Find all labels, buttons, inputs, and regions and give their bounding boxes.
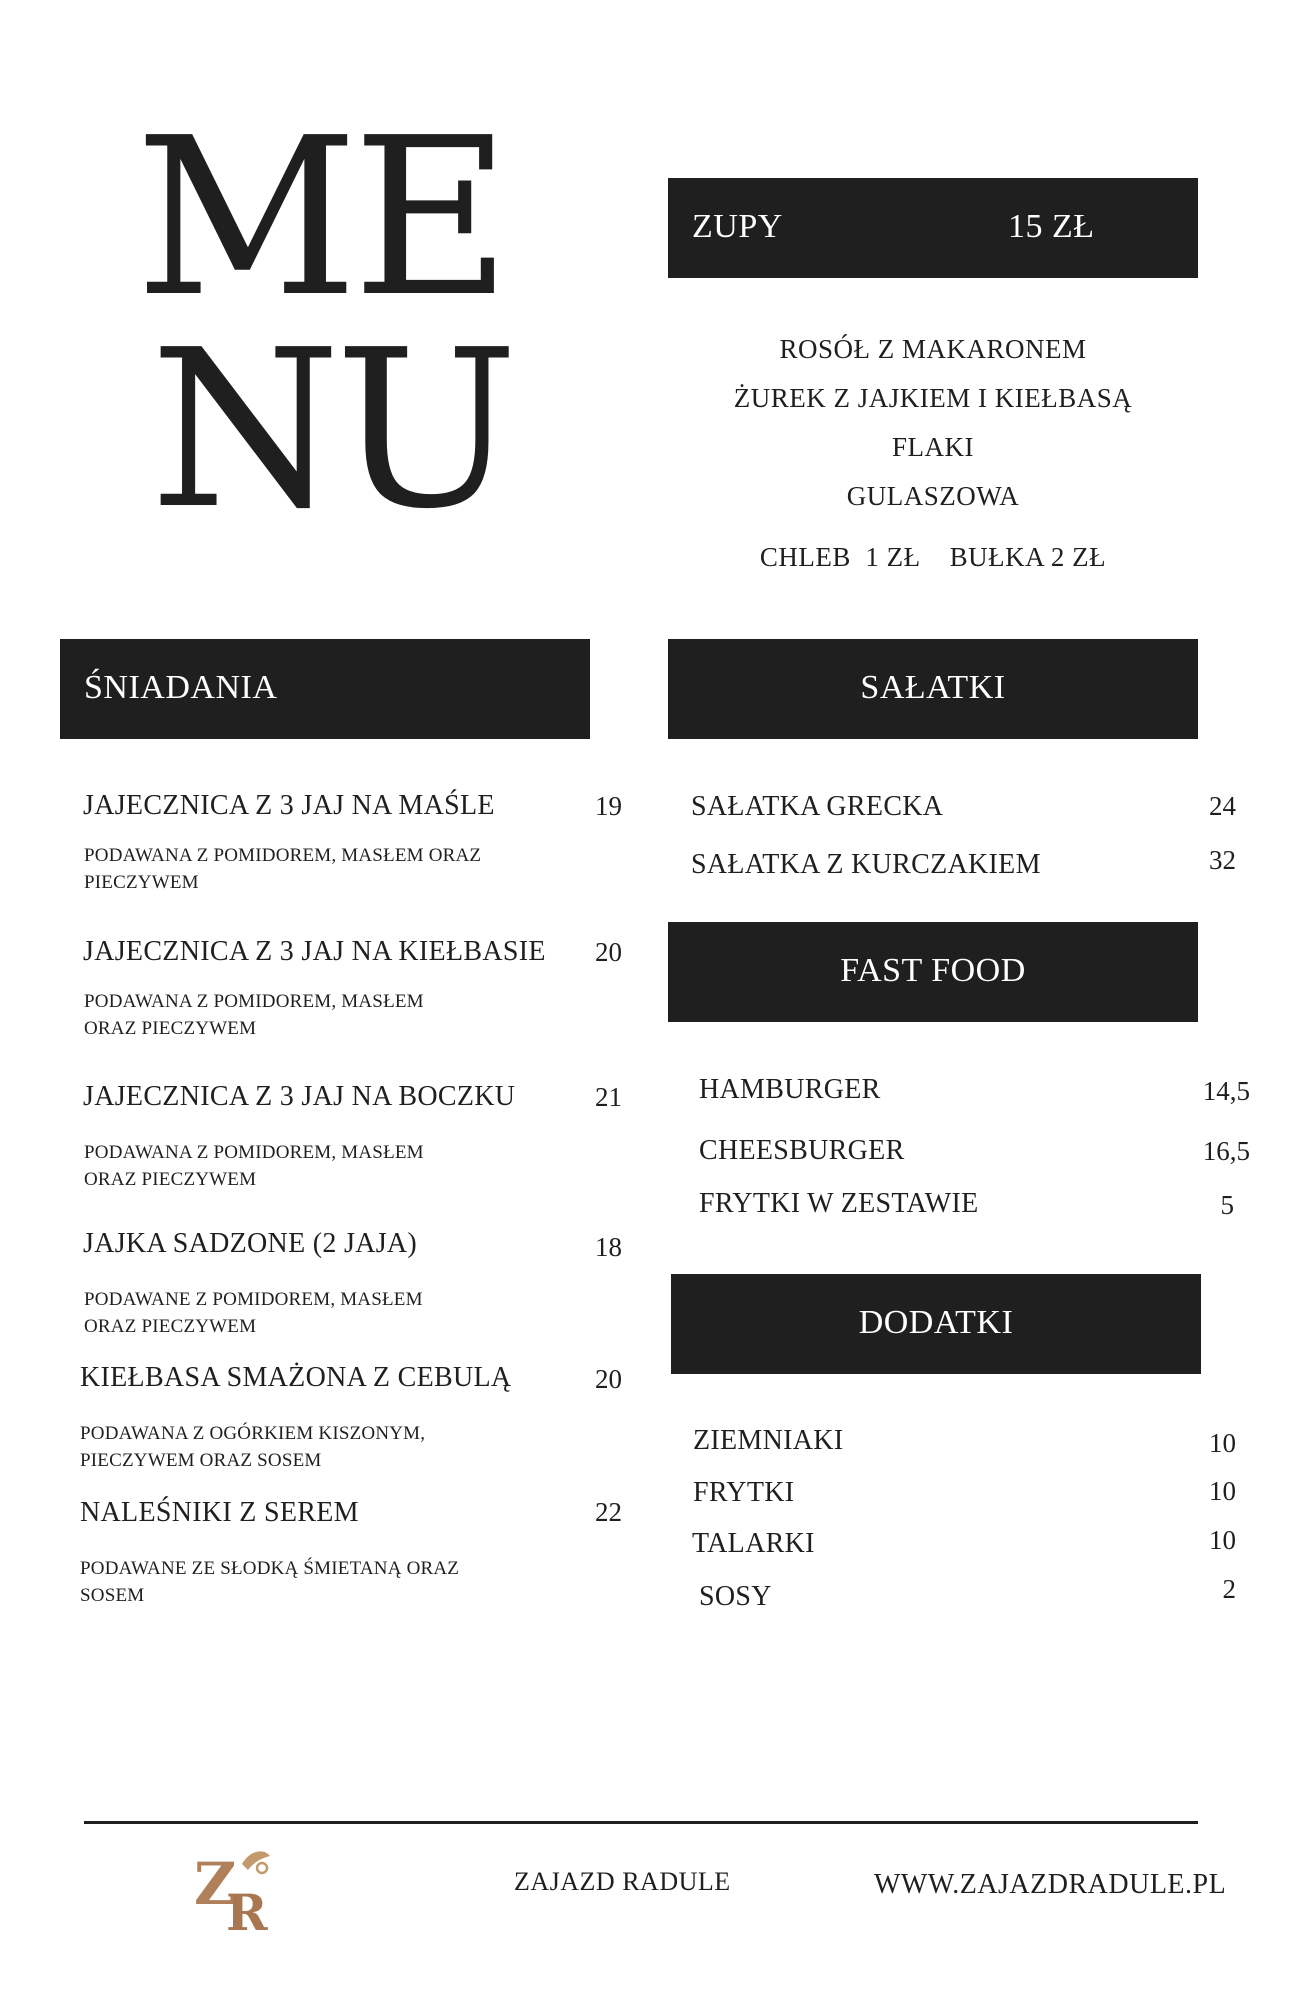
zajazd-logo <box>190 1842 290 1937</box>
breakfast-item-name: NALEŚNIKI Z SEREM <box>80 1497 359 1528</box>
addon-item-name: TALARKI <box>692 1528 815 1559</box>
footer-divider <box>84 1821 1198 1824</box>
fastfood-item-name: HAMBURGER <box>699 1074 881 1105</box>
fastfood-item-name: CHEESBURGER <box>699 1135 905 1166</box>
breakfast-item-desc-line: PODAWANA Z POMIDOREM, MASŁEM ORAZ <box>84 845 482 866</box>
salad-item-name: SAŁATKA GRECKA <box>691 791 944 822</box>
breakfast-item-name: JAJKA SADZONE (2 JAJA) <box>83 1228 418 1259</box>
addon-item-price: 10 <box>1209 1525 1236 1555</box>
breakfast-item-desc-line: PODAWANE ZE SŁODKĄ ŚMIETANĄ ORAZ <box>80 1558 460 1579</box>
menu-title-line1: ME <box>135 92 506 345</box>
breakfast-item-price: 22 <box>595 1497 622 1527</box>
addon-item-price: 2 <box>1222 1574 1236 1604</box>
breakfast-item-price: 21 <box>595 1082 622 1112</box>
footer-website-link[interactable]: WWW.ZAJAZDRADULE.PL <box>874 1869 1227 1900</box>
breakfast-item-name: JAJECZNICA Z 3 JAJ NA MAŚLE <box>83 790 495 821</box>
breakfast-item-desc-line: ORAZ PIECZYWEM <box>84 1316 257 1337</box>
dodatki-header <box>671 1274 1201 1374</box>
salatki-header <box>668 639 1198 739</box>
fastfood-header-label: FAST FOOD <box>840 952 1026 989</box>
breakfast-item-desc-line: PIECZYWEM ORAZ SOSEM <box>80 1450 322 1471</box>
breakfast-item-desc <box>84 1139 424 1193</box>
menu-title-line2: NU <box>150 304 513 557</box>
breakfast-item-price: 20 <box>595 1364 622 1394</box>
logo-emblem <box>190 1842 290 1937</box>
logo-letter-z: Z <box>194 1850 237 1918</box>
fastfood-item-price: 5 <box>1220 1190 1234 1220</box>
fastfood-item-price: 16,5 <box>1202 1136 1250 1166</box>
breakfast-item-price: 19 <box>595 791 622 821</box>
breakfast-item-name: JAJECZNICA Z 3 JAJ NA KIEŁBASIE <box>83 936 546 967</box>
breakfast-item-name: KIEŁBASA SMAŻONA Z CEBULĄ <box>80 1362 512 1393</box>
fastfood-item-price: 14,5 <box>1202 1076 1250 1106</box>
breakfast-item-desc-line: PODAWANA Z POMIDOREM, MASŁEM <box>84 1142 424 1163</box>
addon-item-name: SOSY <box>699 1581 772 1612</box>
addon-item-price: 10 <box>1209 1476 1236 1506</box>
sniadania-header <box>60 639 590 739</box>
breakfast-item-desc-line: SOSEM <box>80 1585 145 1606</box>
salad-item-price: 32 <box>1209 845 1236 875</box>
zupy-item: GULASZOWA <box>846 481 1020 511</box>
zupy-header <box>668 178 1198 278</box>
zupy-item: FLAKI <box>892 432 974 462</box>
footer-restaurant-name: ZAJAZD RADULE <box>514 1867 731 1896</box>
breakfast-item-desc-line: PODAWANA Z POMIDOREM, MASŁEM <box>84 991 424 1012</box>
sniadania-header-label: ŚNIADANIA <box>84 669 278 706</box>
addon-item-name: ZIEMNIAKI <box>693 1425 844 1456</box>
breakfast-item-desc <box>80 1555 459 1609</box>
fastfood-header <box>668 922 1198 1022</box>
zupy-item: ŻUREK Z JAJKIEM I KIEŁBASĄ <box>733 383 1133 413</box>
zupy-header-price: 15 ZŁ <box>1008 208 1095 245</box>
salatki-header-label: SAŁATKI <box>860 669 1006 706</box>
breakfast-item-desc-line: PIECZYWEM <box>84 872 199 893</box>
salad-item-price: 24 <box>1209 791 1236 821</box>
zupy-bread-note: CHLEB 1 ZŁ BUŁKA 2 ZŁ <box>759 542 1107 572</box>
breakfast-item-price: 20 <box>595 937 622 967</box>
breakfast-item-desc-line: ORAZ PIECZYWEM <box>84 1018 257 1039</box>
breakfast-item-desc <box>84 988 424 1042</box>
breakfast-item-price: 18 <box>595 1232 622 1262</box>
breakfast-item-desc-line: PODAWANA Z OGÓRKIEM KISZONYM, <box>80 1423 426 1444</box>
dodatki-header-label: DODATKI <box>858 1304 1014 1341</box>
breakfast-item-desc <box>84 1286 423 1340</box>
fastfood-item-name: FRYTKI W ZESTAWIE <box>699 1188 979 1219</box>
breakfast-item-desc-line: ORAZ PIECZYWEM <box>84 1169 257 1190</box>
breakfast-item-name: JAJECZNICA Z 3 JAJ NA BOCZKU <box>83 1081 516 1112</box>
addon-item-name: FRYTKI <box>693 1477 795 1508</box>
breakfast-item-desc-line: PODAWANE Z POMIDOREM, MASŁEM <box>84 1289 423 1310</box>
breakfast-item-desc <box>84 842 481 896</box>
breakfast-item-desc <box>80 1420 425 1474</box>
salad-item-name: SAŁATKA Z KURCZAKIEM <box>691 849 1041 880</box>
logo-letter-r: R <box>226 1883 268 1937</box>
addon-item-price: 10 <box>1209 1428 1236 1458</box>
zupy-header-label: ZUPY <box>692 208 783 245</box>
zupy-item: ROSÓŁ Z MAKARONEM <box>779 334 1087 364</box>
